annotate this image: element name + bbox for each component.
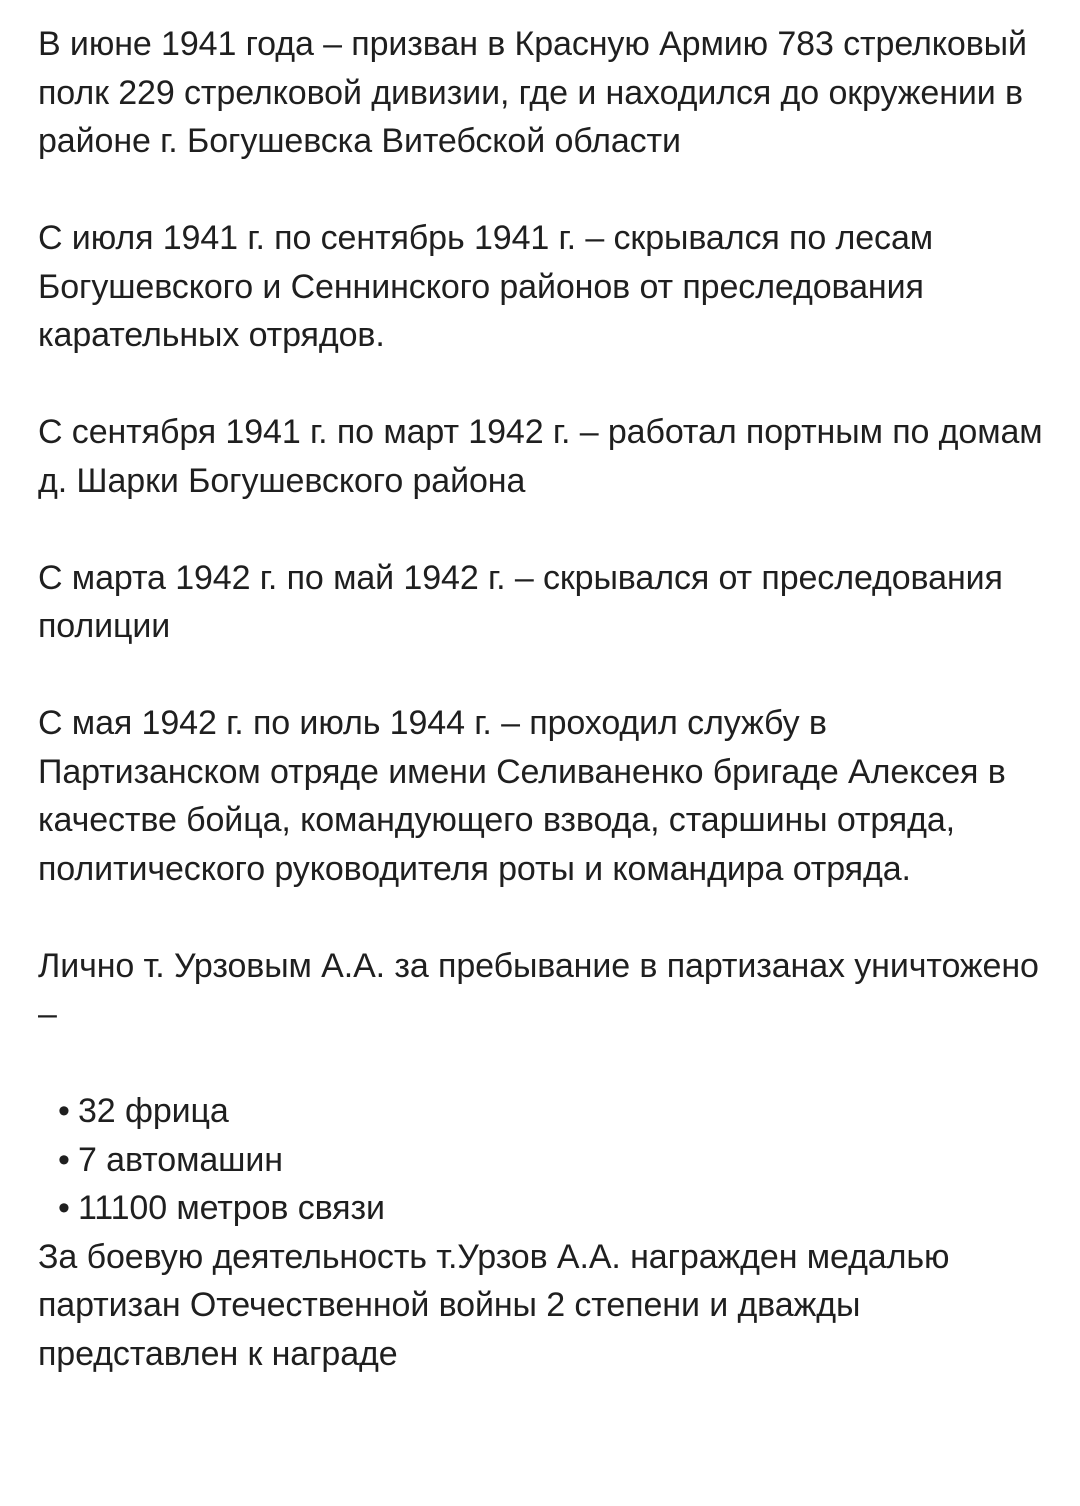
list-item-text: 7 автомашин xyxy=(78,1140,283,1179)
list-item xyxy=(58,1184,1048,1233)
paragraph-awards: За боевую деятельность т.Урзов А.А. награжден медалью партизан Отечественной войны 2 степени и дважды представлен к награде xyxy=(38,1237,950,1373)
paragraph-may-1942: С мая 1942 г. по июль 1944 г. – проходил службу в Партизанском отряде имени Селиваненко бригаде Алексея в качестве бойца, командующего взвода, старшины отряда, политического руководителя роты и командира отряда. xyxy=(38,704,1006,888)
paragraph-march-1942: С марта 1942 г. по май 1942 г. – скрывался от преследования полиции xyxy=(38,558,1003,645)
bullet-icon: • xyxy=(58,1092,70,1130)
paragraph-september-1941: С сентября 1941 г. по март 1942 г. – работал портным по домам д. Шарки Богушевского района xyxy=(38,413,1043,500)
list-item-text: 32 фрица xyxy=(78,1092,229,1130)
destroyed-list xyxy=(38,1087,1048,1233)
article-body xyxy=(38,20,1048,1378)
list-item-text: 11100 метров связи xyxy=(78,1189,385,1227)
paragraph-july-1941: С июля 1941 г. по сентябрь 1941 г. – скрывался по лесам Богушевского и Сеннинского районов от преследования карательных отрядов. xyxy=(38,219,934,354)
list-item xyxy=(58,1087,1048,1136)
paragraph-june-1941: В июне 1941 года – призван в Красную Армию 783 стрелковый полк 229 стрелковой дивизии, где и находился до окружении в районе г. Богушевска Витебской области xyxy=(38,25,1027,160)
paragraph-destroyed-intro: Лично т. Урзовым А.А. за пребывание в партизанах уничтожено – xyxy=(38,946,1039,1033)
bullet-icon: • xyxy=(58,1140,70,1179)
list-item xyxy=(58,1136,1048,1185)
bullet-icon: • xyxy=(58,1189,70,1227)
